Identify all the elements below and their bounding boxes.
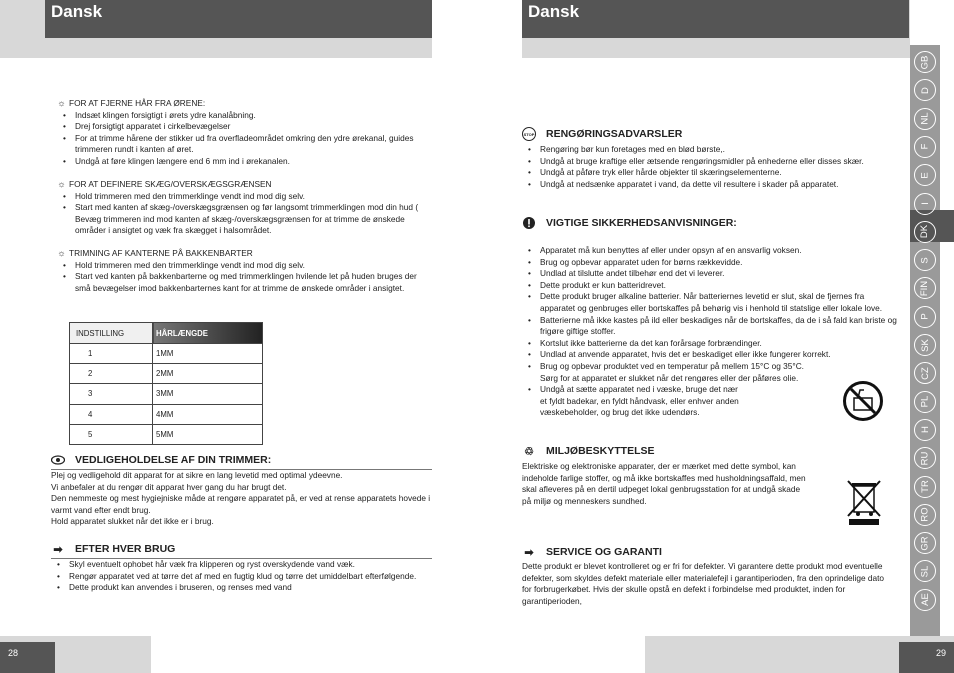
sun-icon: ☼: [57, 98, 66, 109]
arrow-right-icon: ➡: [524, 546, 534, 559]
arrow-right-icon: ➡: [53, 543, 63, 556]
table-cell: 4: [70, 404, 153, 424]
list-item: • Start ved kanten på bakkenbarterne og med trimmerklingen hvilende let på huden bruges der små bevægelser imod bakkenbarternes kant for at trimme de ønskede områder i ansigtet.: [57, 271, 432, 294]
table-row: [70, 364, 263, 384]
list-item: • Apparatet må kun benyttes af eller under opsyn af en ansvarlig voksen.: [522, 245, 897, 257]
table-row: [70, 424, 263, 444]
list-item: • Start med kanten af skæg-/overskægsgrænsen og før langsomt trimmerklingen mod din hud ( Bevæg trimmeren ind mod kanten af skæg-/overskægsgrænsen for at trimme de ønskede områder i ansigtet og væk fra skægget i halsområdet.: [57, 202, 432, 237]
language-tab-label: TR: [919, 480, 931, 493]
language-tab-label: PL: [919, 395, 931, 408]
cleaning-list: [522, 144, 892, 190]
paragraph-line: Plej og vedligehold dit apparat for at sikre en lang levetid med optimal ydeevne.: [51, 470, 343, 480]
list-item: • Undgå at påføre tryk eller hårde objekter til skæringselementerne.: [522, 167, 892, 179]
language-tab-label: GR: [919, 535, 931, 551]
service-title: SERVICE OG GARANTI: [546, 546, 662, 558]
language-tab-label: NL: [919, 112, 931, 125]
cleaning-heading: [522, 127, 909, 143]
sun-icon: ☼: [57, 179, 66, 190]
language-tab-label: CZ: [919, 366, 931, 380]
language-tab-label: H: [919, 426, 931, 434]
table-row: [70, 404, 263, 424]
language-tab-label: RO: [919, 507, 931, 522]
list-item: • Dette produkt kan anvendes i bruseren, og renses med vand: [51, 582, 432, 594]
list-item: • Undlad at anvende apparatet, hvis det er beskadiget eller ikke fungerer korrekt.: [522, 349, 897, 361]
after-use-title: EFTER HVER BRUG: [75, 543, 176, 555]
language-tab-label: DK: [919, 225, 931, 239]
language-tab-ae[interactable]: [914, 589, 936, 611]
language-tab-label: SL: [919, 565, 931, 578]
cleaning-title: RENGØRINGSADVARSLER: [546, 128, 683, 140]
list-item: • Hold trimmeren med den trimmerklinge vendt ind mod dig selv.: [57, 191, 432, 203]
sun-icon: ☼: [57, 248, 66, 259]
list-item: • Rengøring bør kun foretages med en blød børste,.: [522, 144, 892, 156]
list-item: • Undlad at tilslutte andet tilbehør end det vi leverer.: [522, 268, 897, 280]
after-use-heading: [51, 542, 432, 559]
maintenance-text: [51, 470, 432, 528]
list-item: • Brug og opbevar apparatet uden for børns rækkevidde.: [522, 257, 897, 269]
warning-icon: [522, 216, 536, 230]
recycle-icon: ♲: [524, 445, 534, 458]
list-item: • Undgå at nedsænke apparatet i vand, da dette vil resultere i skader på apparatet.: [522, 179, 892, 191]
ear-section: [57, 98, 432, 168]
language-tab-label: FIN: [919, 280, 931, 297]
maintenance-heading: [51, 453, 432, 470]
eye-icon: [51, 453, 65, 467]
service-text: Dette produkt er blevet kontrolleret og er fri for defekter. Vi garantere dette produkt mod eventuelle defekter, som skyldes defekt materiale eller materialefejl i garantiperioden, fra den oprindelige dato for forbrugerkøbet. Hvis der skulle opstå en defekt i forbindelse med produktet, inden for garantiperioden,: [522, 561, 885, 606]
language-tab-s[interactable]: [914, 249, 936, 271]
table-row: [70, 384, 263, 404]
table-cell: 2MM: [153, 364, 263, 384]
table-header: INDSTILLING: [70, 323, 153, 344]
table-cell: 5: [70, 424, 153, 444]
service-heading: [522, 545, 909, 561]
language-tab-label: S: [919, 256, 931, 264]
language-tab-pl[interactable]: [914, 391, 936, 413]
language-tab-gr[interactable]: [914, 532, 936, 554]
maintenance-title: VEDLIGEHOLDELSE AF DIN TRIMMER:: [75, 454, 272, 466]
environment-heading: [522, 444, 909, 460]
language-tab-label: E: [919, 172, 931, 179]
safety-list: [522, 245, 897, 419]
table-cell: 4MM: [153, 404, 263, 424]
language-tab-p[interactable]: [914, 306, 936, 328]
table-cell: 2: [70, 364, 153, 384]
language-tab-label: RU: [919, 451, 931, 466]
language-tab-label: F: [919, 143, 931, 150]
table-header: HÅRLÆNGDE: [153, 323, 263, 344]
beard-section: [57, 179, 432, 237]
language-tab-label: P: [919, 313, 931, 320]
page-number-left: 28: [0, 642, 55, 673]
language-tab-tr[interactable]: [914, 476, 936, 498]
left-header: Dansk: [45, 0, 432, 38]
language-tab-h[interactable]: [914, 419, 936, 441]
language-tab-label: SK: [919, 338, 931, 352]
list-item: • Dette produkt er kun batteridrevet.: [522, 280, 897, 292]
language-tab-ro[interactable]: [914, 504, 936, 526]
language-tab-label: D: [919, 86, 931, 94]
page-number-right: 29: [899, 642, 954, 673]
list-item: • Brug og opbevar produktet ved en temperatur på mellem 15°C og 35°C. Sørg for at apparatet er slukket når det rengøres eller der påføres olie.: [522, 361, 897, 384]
table-cell: 3MM: [153, 384, 263, 404]
weee-bin-icon: [845, 478, 883, 526]
stop-icon: STOP: [522, 127, 536, 141]
no-immersion-icon: [843, 381, 883, 421]
list-item: • Undgå at føre klingen længere end 6 mm ind i ørekanalen.: [57, 156, 432, 168]
environment-text: Elektriske og elektroniske apparater, der er mærket med dette symbol, kan indeholde farlige stoffer, og må ikke bortskaffes med husholdningsaffald, men skal afleveres på en dertil udpeget lokal genbrugsstation for at undgå skade på miljø og menneskers sundhed.: [522, 461, 806, 506]
language-tab-dk[interactable]: [914, 221, 936, 243]
list-item: • Undgå at bruge kraftige eller ætsende rengøringsmidler på enhederne eller disses skær.: [522, 156, 892, 168]
language-tab-i[interactable]: [914, 193, 936, 215]
ear-title: FOR AT FJERNE HÅR FRA ØRENE:: [69, 98, 206, 108]
language-tab-label: I: [919, 202, 931, 205]
list-item: • Rengør apparatet ved at tørre det af med en fugtig klud og tørre det umiddelbart efterfølgende.: [51, 571, 432, 583]
list-item: • For at trimme hårene der stikker ud fra overfladeområdet omkring den ydre ørekanal, guides trimmeren rundt i kanten af øret.: [57, 133, 432, 156]
environment-title: MILJØBESKYTTELSE: [546, 445, 655, 457]
table-row: [70, 344, 263, 364]
language-tab-f[interactable]: [914, 136, 936, 158]
list-item: • Kortslut ikke batterierne da det kan forårsage forbrændinger.: [522, 338, 897, 350]
sideburns-title: TRIMNING AF KANTERNE PÅ BAKKENBARTER: [69, 248, 253, 258]
language-tab-sk[interactable]: [914, 334, 936, 356]
safety-heading: [522, 216, 909, 232]
list-item: • Indsæt klingen forsigtigt i ørets ydre kanalåbning.: [57, 110, 432, 122]
sideburns-section: [57, 248, 432, 294]
table-cell: 1MM: [153, 344, 263, 364]
list-item: • Dette produkt bruger alkaline batterier. Når batteriernes levetid er slut, skal de fjernes fra apparatet og genbruges eller bortskaffes på behørig vis i henhold til statslige eller lokale love.: [522, 291, 897, 314]
after-use-list: [51, 559, 432, 594]
table-cell: 1: [70, 344, 153, 364]
list-item: • Batterierne må ikke kastes på ild eller beskadiges når de bortskaffes, da de i så fald kan briste og frigøre giftige stoffer.: [522, 315, 897, 338]
list-item: • Hold trimmeren med den trimmerklinge vendt ind mod dig selv.: [57, 260, 432, 272]
list-item: • Skyl eventuelt ophobet hår væk fra klipperen og ryst overskydende vand væk.: [51, 559, 432, 571]
table-cell: 3: [70, 384, 153, 404]
safety-title: VIGTIGE SIKKERHEDSANVISNINGER:: [546, 217, 737, 229]
language-tab-gb[interactable]: [914, 51, 936, 73]
paragraph-line: Den nemmeste og mest hygiejniske måde at rengøre apparatet på, er ved at rense apparatets hovede i varmt vand efter endt brug.: [51, 493, 431, 515]
language-tab-label: GB: [919, 55, 931, 69]
paragraph-line: Hold apparatet slukket når det ikke er i brug.: [51, 516, 214, 527]
paragraph-line: Vi anbefaler at du rengør dit apparat hver gang du har brugt det.: [51, 481, 287, 492]
length-table: [69, 322, 263, 445]
beard-title: FOR AT DEFINERE SKÆG/OVERSKÆGSGRÆNSEN: [69, 179, 272, 189]
language-tab-nl[interactable]: [914, 108, 936, 130]
list-item: • Undgå at sætte apparatet ned i væske, bruge det nær et fyldt badekar, en fyldt håndvask, eller enhver anden væskebeholder, og brug det ikke udendørs.: [522, 384, 897, 419]
right-header: Dansk: [522, 0, 909, 38]
table-cell: 5MM: [153, 424, 263, 444]
language-tab-label: AE: [919, 593, 931, 607]
list-item: • Drej forsigtigt apparatet i cirkelbevægelser: [57, 121, 432, 133]
